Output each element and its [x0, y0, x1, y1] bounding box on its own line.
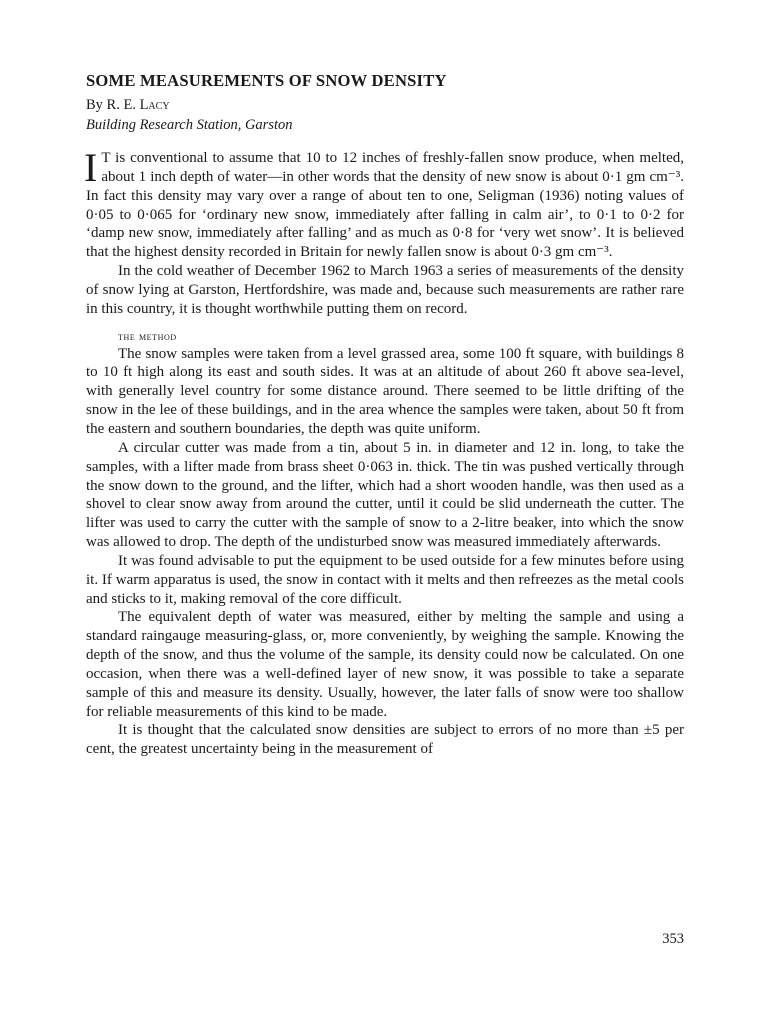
- byline-prefix: By: [86, 97, 107, 113]
- paragraph-intro: [84, 145, 684, 262]
- section-heading-method: the method: [118, 328, 177, 343]
- paragraph-errors: It is thought that the calculated snow densities are subject to errors of no more than ±5 per cent, the greatest uncertainty being in the measurement of: [86, 722, 684, 758]
- article-page: [86, 70, 684, 759]
- article-body: [84, 145, 684, 759]
- paragraph-cutter: A circular cutter was made from a tin, about 5 in. in diameter and 12 in. long, to take the samples, with a lifter made from brass sheet 0·063 in. thick. The tin was pushed vertically through the snow down to the ground, and the lifter, which had a short wooden handle, was then used as a shovel to clear snow away from around the cutter, until it could be slid underneath the cutter. The lifter was used to carry the cutter with the sample of snow to a 2-litre beaker, into which the snow was allowed to drop. The depth of the undisturbed snow was measured immediately afterwards.: [86, 439, 684, 551]
- author-affiliation: Building Research Station, Garston: [86, 117, 293, 133]
- byline: [86, 95, 684, 115]
- drop-cap: I: [84, 145, 98, 190]
- article-title: SOME MEASUREMENTS OF SNOW DENSITY: [86, 71, 447, 90]
- paragraph-intro-text: T is conventional to assume that 10 to 12 inches of freshly-fallen snow produce, when melted, about 1 inch depth of water—in other words that the density of new snow is about 0·1 gm cm⁻³. In fact this density may vary over a range of about ten to one, Seligman (1936) noting values of 0·05 to 0·065 for ‘ordinary new snow, immediately after falling in calm air’, to 0·1 to 0·2 for ‘damp new snow, immediately after falling’ and as much as 0·8 for ‘very wet snow’. It is believed that the highest density recorded in Britain for newly fallen snow is about 0·3 gm cm⁻³.: [86, 150, 684, 261]
- paragraph-cold-weather: In the cold weather of December 1962 to March 1963 a series of measurements of the density of snow lying at Garston, Hertfordshire, was made and, because such measurements are rather rare in this country, it is thought worthwhile putting them on record.: [86, 263, 684, 317]
- page-number: 353: [662, 931, 684, 947]
- paragraph-equipment: It was found advisable to put the equipment to be used outside for a few minutes before using it. If warm apparatus is used, the snow in contact with it melts and then refreezes as the metal cools and sticks to it, making removal of the core difficult.: [86, 552, 684, 607]
- paragraph-water-depth: The equivalent depth of water was measured, either by melting the sample and using a standard raingauge measuring-glass, or, more conveniently, by weighing the sample. Knowing the depth of the snow, and thus the volume of the sample, its density could now be calculated. On one occasion, when there was a well-defined layer of new snow, it was possible to take a separate sample of this and measure its density. Usually, however, the later falls of snow were too shallow for reliable measurements of this kind to be made.: [86, 609, 684, 720]
- paragraph-samples: The snow samples were taken from a level grassed area, some 100 ft square, with buildings 8 to 10 ft high along its east and south sides. It was at an altitude of about 260 ft above sea-level, with generally level country for some distance around. There seemed to be little drifting of the snow in the lee of these buildings, and in the area whence the samples were taken, about 50 ft from the eastern and southern boundaries, the depth was quite uniform.: [86, 345, 684, 437]
- author-name: R. E. Lacy: [106, 97, 170, 113]
